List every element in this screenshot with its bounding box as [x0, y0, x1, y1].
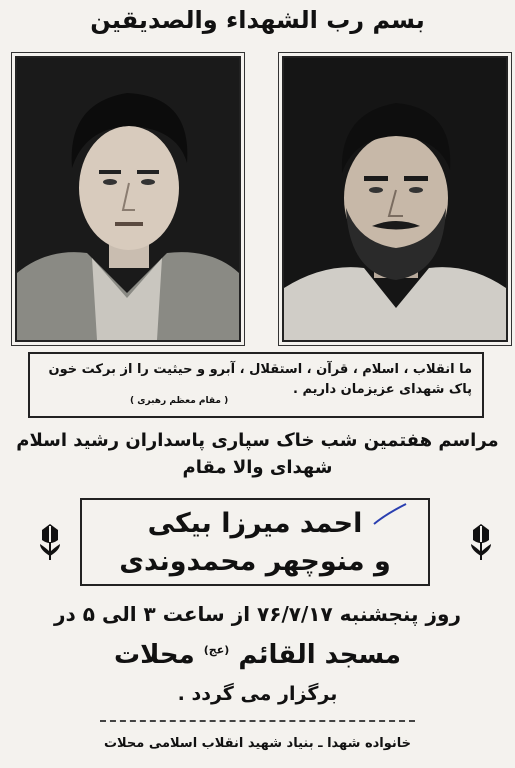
tulip-icon [467, 520, 495, 564]
portrait-photo-right [282, 56, 508, 342]
divider [100, 720, 415, 722]
mosque-honorific: (عج) [203, 643, 230, 657]
tulip-icon [36, 520, 64, 564]
event-date-line: روز پنجشنبه ۷۶/۷/۱۷ از ساعت ۳ الی ۵ در [54, 602, 461, 626]
page-title: بسم رب الشهداء والصدیقین [90, 6, 425, 34]
city-name: محلات [113, 640, 195, 670]
names-box [80, 498, 430, 586]
quote-box [28, 352, 484, 418]
portrait-photo-left [15, 56, 241, 342]
announcement-line-1: مراسم هفتمین شب خاک سپاری پاسداران رشید اسلام [16, 430, 499, 451]
mosque-name: مسجد القائم [238, 640, 401, 670]
announcement-line-2: شهدای والا مقام [182, 457, 333, 478]
event-held-text: برگزار می گردد . [177, 683, 338, 705]
martyr-name-1: احمد میرزا بیکی [147, 508, 363, 539]
quote-source: ( مقام معظم رهبری ) [130, 396, 229, 406]
quote-text: ما انقلاب ، اسلام ، قرآن ، استقلال ، آبرو و حیثیت را از برکت خون پاک شهدای عزیزمان داریم . [48, 362, 472, 397]
portrait-young-man-image [17, 58, 239, 340]
martyr-name-2: و منوچهر محمدوندی [119, 546, 391, 577]
footer-signature: خانواده شهدا ـ بنیاد شهید انقلاب اسلامی محلات [103, 736, 412, 751]
portrait-bearded-man-image [284, 58, 506, 340]
event-location [0, 640, 515, 670]
